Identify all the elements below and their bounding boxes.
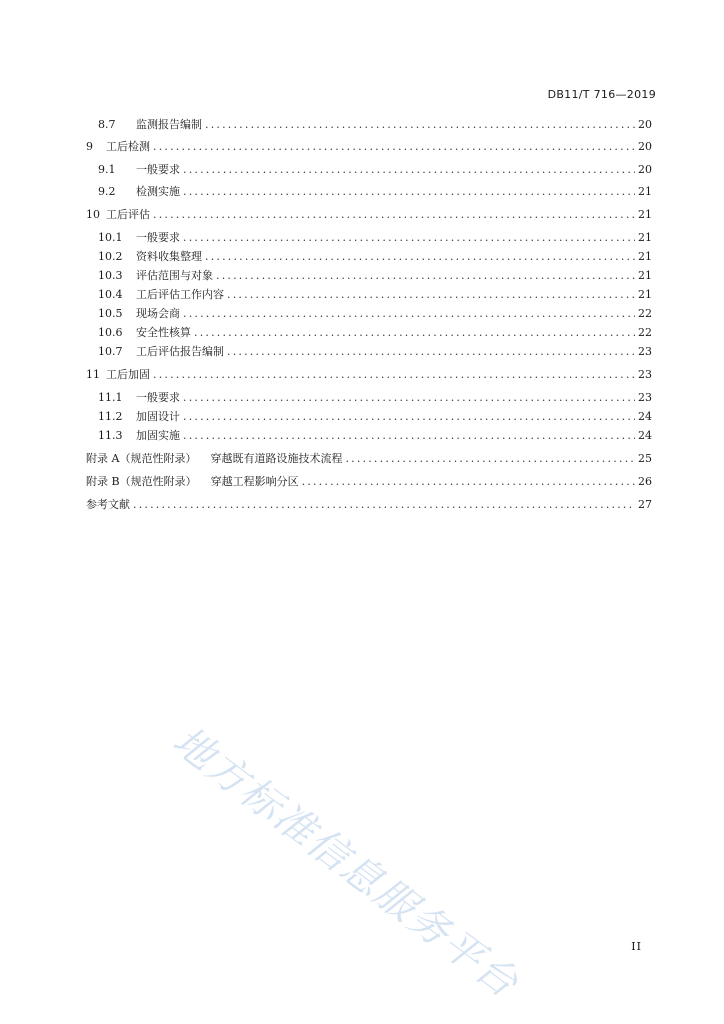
toc-dot-leader — [183, 184, 635, 200]
toc-dot-leader — [183, 162, 635, 178]
toc-entry-page: 24 — [638, 429, 652, 442]
toc-entry[interactable] — [86, 287, 652, 303]
toc-dot-leader — [153, 139, 635, 155]
toc-dot-leader — [153, 207, 635, 223]
page-number-footer: II — [631, 940, 642, 953]
toc-entry-number: 11.1 — [98, 391, 123, 404]
toc-entry-number: 10.4 — [98, 288, 123, 301]
toc-entry[interactable] — [86, 344, 652, 360]
toc-entry-title: 检测实施 — [136, 185, 180, 198]
toc-entry-page: 27 — [638, 498, 652, 511]
toc-entry-title: 穿越工程影响分区 — [210, 475, 299, 488]
toc-dot-leader — [153, 367, 635, 383]
toc-entry-number: 10.6 — [98, 326, 123, 339]
toc-entry-number: 10 — [86, 208, 100, 221]
toc-entry[interactable] — [86, 184, 652, 200]
toc-dot-leader — [183, 230, 635, 246]
toc-dot-leader — [183, 390, 635, 406]
toc-entry[interactable] — [86, 428, 652, 444]
toc-entry-title: 监测报告编制 — [136, 118, 202, 131]
toc-entry[interactable] — [86, 497, 652, 513]
toc-entry[interactable] — [86, 306, 652, 322]
toc-entry-title: 安全性核算 — [136, 326, 191, 339]
toc-entry[interactable] — [86, 117, 652, 133]
toc-entry-page: 25 — [638, 452, 652, 465]
toc-entry-number: 附录 B（规范性附录） — [86, 475, 197, 488]
toc-entry-number: 附录 A（规范性附录） — [86, 452, 197, 465]
toc-entry-number: 8.7 — [98, 118, 116, 131]
toc-dot-leader — [345, 451, 635, 467]
toc-entry[interactable] — [86, 325, 652, 341]
toc-dot-leader — [205, 249, 635, 265]
watermark: 地方标准信息服务平台 — [164, 717, 528, 1008]
toc-dot-leader — [183, 428, 635, 444]
toc-entry-title: 工后检测 — [106, 140, 150, 153]
toc-entry-title: 穿越既有道路设施技术流程 — [210, 452, 343, 465]
toc-entry[interactable] — [86, 230, 652, 246]
toc-entry-number: 11.2 — [98, 410, 123, 423]
toc-entry-title: 加固设计 — [136, 410, 180, 423]
toc-entry-title: 资料收集整理 — [136, 250, 202, 263]
toc-entry-number: 11.3 — [98, 429, 123, 442]
toc-dot-leader — [227, 287, 635, 303]
toc-entry-number: 9.2 — [98, 185, 116, 198]
toc-entry-page: 24 — [638, 410, 652, 423]
toc-entry[interactable] — [86, 451, 652, 467]
standard-code-header: DB11/T 716—2019 — [547, 88, 656, 101]
toc-entry[interactable] — [86, 139, 652, 155]
toc-entry-title: 参考文献 — [86, 498, 130, 511]
toc-dot-leader — [183, 306, 635, 322]
toc-dot-leader — [133, 497, 635, 513]
toc-dot-leader — [216, 268, 635, 284]
toc-entry-number: 9.1 — [98, 163, 116, 176]
toc-entry-page: 21 — [638, 250, 652, 263]
toc-entry-page: 23 — [638, 391, 652, 404]
toc-entry-page: 21 — [638, 208, 652, 221]
toc-dot-leader — [227, 344, 635, 360]
toc-entry-number: 10.1 — [98, 231, 123, 244]
toc-dot-leader — [183, 409, 635, 425]
toc-entry[interactable] — [86, 390, 652, 406]
toc-entry-number: 10.3 — [98, 269, 123, 282]
toc-entry[interactable] — [86, 162, 652, 178]
toc-entry-title: 一般要求 — [136, 231, 180, 244]
toc-entry-page: 23 — [638, 368, 652, 381]
toc-entry[interactable] — [86, 268, 652, 284]
toc-entry-title: 一般要求 — [136, 391, 180, 404]
toc-entry-title: 加固实施 — [136, 429, 180, 442]
toc-entry[interactable] — [86, 249, 652, 265]
toc-entry-page: 21 — [638, 185, 652, 198]
toc-entry-page: 26 — [638, 475, 652, 488]
toc-entry-title: 工后评估报告编制 — [136, 345, 224, 358]
toc-entry-page: 20 — [638, 140, 652, 153]
toc-entry-page: 21 — [638, 288, 652, 301]
toc-dot-leader — [205, 117, 635, 133]
toc-entry-title: 评估范围与对象 — [136, 269, 213, 282]
toc-entry[interactable] — [86, 409, 652, 425]
toc-dot-leader — [194, 325, 635, 341]
toc-entry-title: 工后评估工作内容 — [136, 288, 224, 301]
toc-entry[interactable] — [86, 207, 652, 223]
toc-entry-page: 20 — [638, 118, 652, 131]
toc-entry[interactable] — [86, 474, 652, 490]
toc-entry-number: 10.7 — [98, 345, 123, 358]
toc-entry-page: 23 — [638, 345, 652, 358]
toc-entry-title: 工后评估 — [106, 208, 150, 221]
toc-entry-number: 10.2 — [98, 250, 123, 263]
toc-entry-title: 工后加固 — [106, 368, 150, 381]
toc-entry-title: 一般要求 — [136, 163, 180, 176]
toc-dot-leader — [302, 474, 635, 490]
toc-entry-title: 现场会商 — [136, 307, 180, 320]
toc-entry-page: 21 — [638, 231, 652, 244]
toc-entry-page: 21 — [638, 269, 652, 282]
toc-entry-number: 10.5 — [98, 307, 123, 320]
toc-entry-number: 11 — [86, 368, 100, 381]
toc-entry-page: 22 — [638, 307, 652, 320]
toc-entry-number: 9 — [86, 140, 93, 153]
toc-entry[interactable] — [86, 367, 652, 383]
toc-entry-page: 20 — [638, 163, 652, 176]
toc-entry-page: 22 — [638, 326, 652, 339]
